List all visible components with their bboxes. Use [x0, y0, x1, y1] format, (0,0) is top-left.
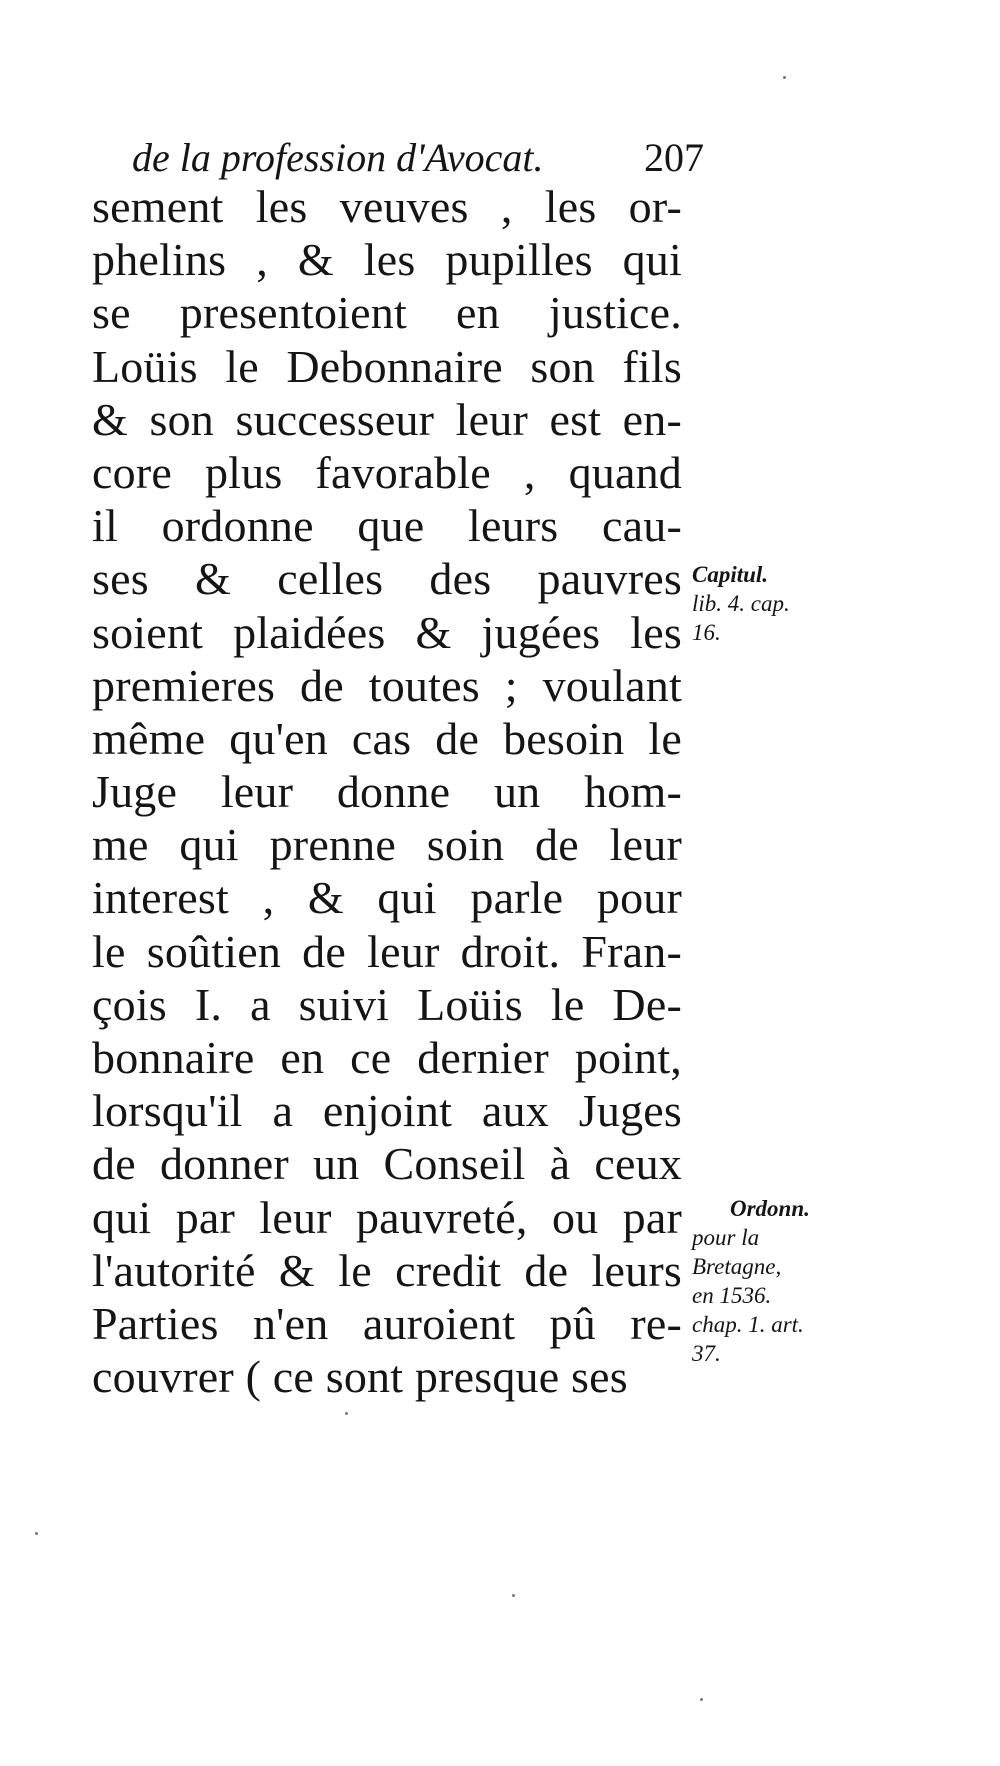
text-line: core plus favorable , quand [92, 446, 682, 498]
margin-note-ordonn [692, 1194, 872, 1368]
margin-note-line: lib. 4. cap. [692, 591, 790, 616]
text-line: interest , & qui parle pour [92, 872, 682, 924]
text-line: me qui prenne soin de leur [92, 819, 682, 871]
text-line: l'autorité & le credit de leurs [92, 1244, 682, 1296]
text-line: couvrer ( ce sont presque ses [92, 1351, 628, 1403]
text-line: Juge leur donne un hom- [92, 766, 682, 818]
paper-speck [345, 1412, 348, 1415]
text-line: ses & celles des pauvres [92, 553, 682, 605]
margin-note-line: pour la [692, 1225, 760, 1250]
margin-note-line: Ordonn. [730, 1196, 810, 1221]
margin-note-line: Capitul. [692, 562, 769, 587]
margin-note-line: chap. 1. art. [692, 1312, 804, 1337]
margin-note-line: en 1536. [692, 1283, 772, 1308]
margin-note-line: 16. [692, 620, 721, 645]
text-line: qui par leur pauvreté, ou par [92, 1191, 682, 1243]
text-line: soient plaidées & jugées les [92, 606, 682, 658]
page-number: 207 [644, 135, 704, 180]
margin-note-line: 37. [692, 1341, 721, 1366]
text-line: se presentoient en justice. [92, 287, 682, 339]
text-line: il ordonne que leurs cau- [92, 500, 682, 552]
running-head-title: de la profession d'Avocat. [132, 135, 544, 180]
text-line: Parties n'en auroient pû re- [92, 1297, 682, 1349]
text-line: sement les veuves , les or- [92, 181, 682, 232]
text-line: le soûtien de leur droit. Fran- [92, 925, 682, 977]
text-line: & son successeur leur est en- [92, 393, 682, 445]
body-text [92, 180, 682, 1403]
margin-note-line: Bretagne, [692, 1254, 782, 1279]
text-line: çois I. a suivi Loüis le De- [92, 978, 682, 1030]
paper-speck [700, 1698, 703, 1701]
text-line: bonnaire en ce dernier point, [92, 1032, 682, 1083]
text-line: phelins , & les pupilles qui [92, 234, 682, 286]
paper-speck [783, 76, 786, 79]
text-line: premieres de toutes ; voulant [92, 659, 682, 711]
paper-speck [35, 1532, 38, 1535]
text-line: même qu'en cas de besoin le [92, 712, 682, 764]
text-line: de donner un Conseil à ceux [92, 1138, 682, 1190]
text-line: lorsqu'il a enjoint aux Juges [92, 1085, 682, 1137]
paper-speck [512, 1594, 515, 1597]
margin-note-capitul [692, 560, 872, 647]
text-line: Loüis le Debonnaire son fils [92, 340, 682, 392]
